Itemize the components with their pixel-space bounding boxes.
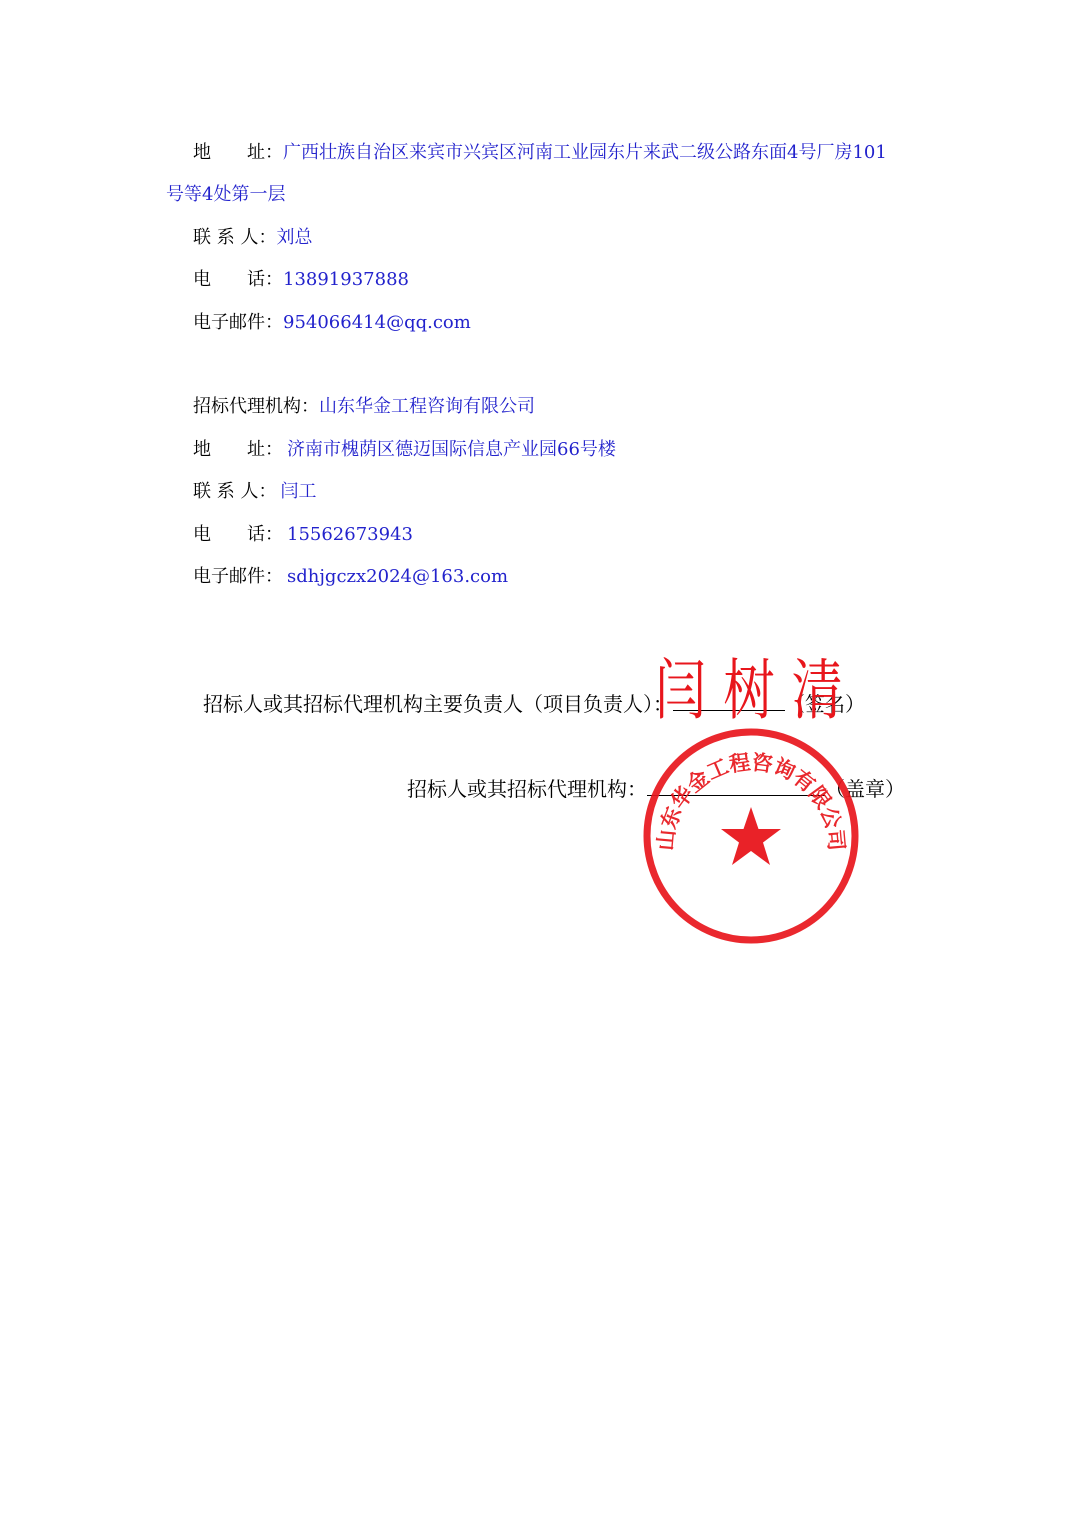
agency-email-row <box>193 566 508 588</box>
bidder-address-value: 广西壮族自治区来宾市兴宾区河南工业园东片来武二级公路东面4号厂房101 <box>283 142 887 163</box>
principal-signature-suffix: （签名） <box>785 692 865 716</box>
org-seal-label: 招标人或其招标代理机构： <box>407 777 647 801</box>
agency-contact-value: 闫工 <box>280 481 317 502</box>
bidder-address-line1 <box>193 142 887 164</box>
principal-signature-label: 招标人或其招标代理机构主要负责人（项目负责人）： <box>203 692 673 716</box>
agency-name-label: 招标代理机构： <box>193 396 319 417</box>
agency-address-label: 地 址： <box>193 439 283 460</box>
bidder-email-row <box>193 312 471 334</box>
bidder-phone-row <box>193 269 409 291</box>
agency-address-row <box>193 439 616 461</box>
bidder-phone-label: 电 话： <box>193 269 283 290</box>
bidder-contact-value: 刘总 <box>276 227 313 248</box>
agency-phone-label: 电 话： <box>193 524 283 545</box>
bidder-email-value: 954066414@qq.com <box>283 312 471 333</box>
org-seal-suffix: （盖章） <box>825 777 905 801</box>
bidder-phone-value: 13891937888 <box>283 269 409 290</box>
agency-phone-row <box>193 524 413 546</box>
signature-name: 闫树清 <box>655 652 860 725</box>
seal-star-icon <box>721 807 781 865</box>
bidder-contact-label: 联 系 人： <box>193 227 277 248</box>
agency-contact-label: 联 系 人： <box>193 481 277 502</box>
agency-email-label: 电子邮件： <box>193 566 283 587</box>
agency-name-row <box>193 396 535 418</box>
bidder-address-line2: 号等4处第一层 <box>166 184 286 205</box>
agency-email-value: sdhjgczx2024@163.com <box>287 566 509 587</box>
official-seal <box>640 725 862 947</box>
agency-phone-value: 15562673943 <box>287 524 413 545</box>
seal-text: 山东华金工程咨询有限公司 <box>653 749 849 852</box>
agency-address-value: 济南市槐荫区德迈国际信息产业园66号楼 <box>287 439 616 460</box>
handwritten-signature <box>655 645 865 725</box>
bidder-address-label: 地 址： <box>193 142 283 163</box>
bidder-contact-row <box>193 227 312 249</box>
agency-name-value: 山东华金工程咨询有限公司 <box>319 396 535 417</box>
agency-contact-row <box>193 481 316 503</box>
bidder-email-label: 电子邮件： <box>193 312 283 333</box>
